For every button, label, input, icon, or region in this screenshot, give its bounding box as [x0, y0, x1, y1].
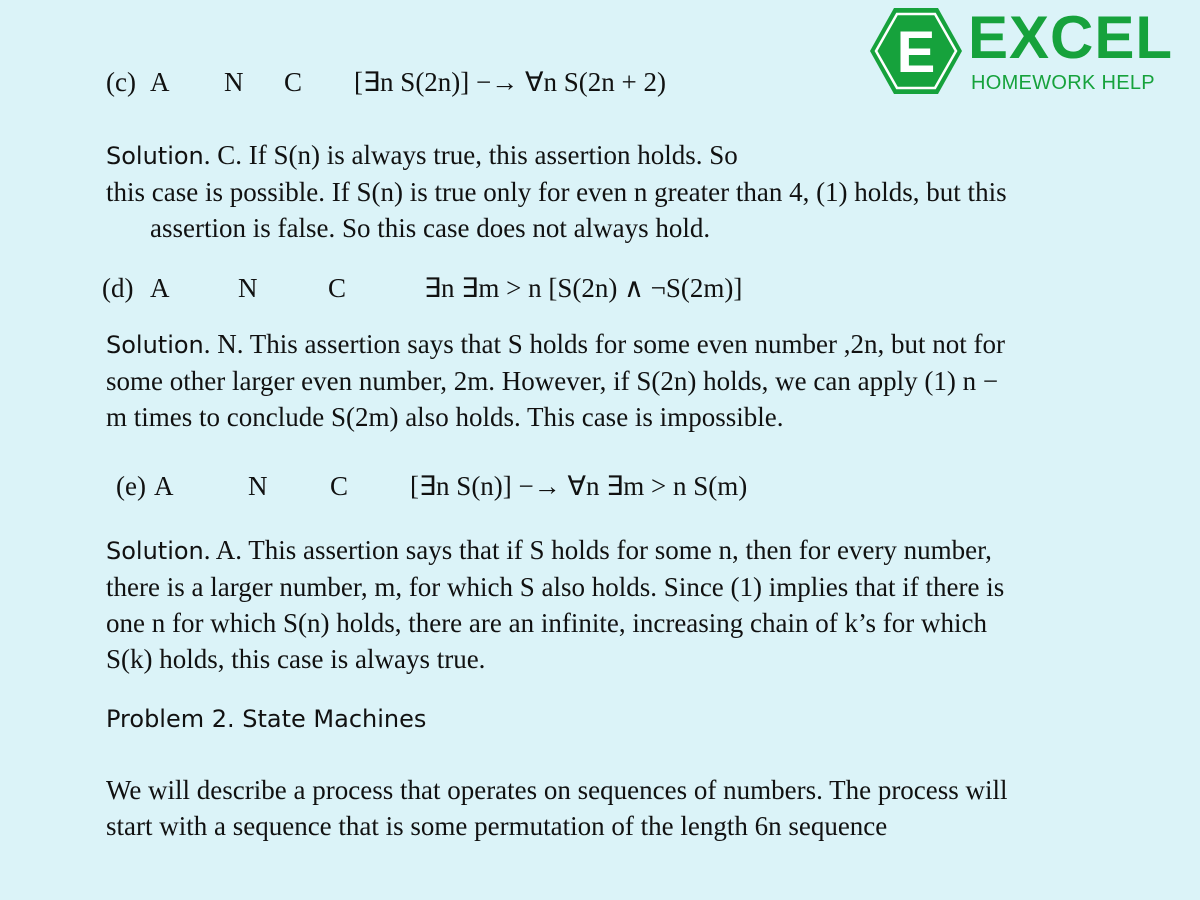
solution-e [106, 532, 1136, 677]
problem-paragraph [106, 772, 1136, 844]
formula: ∃n ∃m > n [S(2n) ∧ ¬S(2m)] [424, 273, 743, 303]
logo-letter: E [896, 20, 936, 85]
solution-line: m times to conclude S(2m) also holds. This case is impossible. [106, 402, 784, 432]
solution-line: some other larger even number, 2m. However, if S(2n) holds, we can apply (1) n − [106, 366, 999, 396]
question-label: (d) [102, 273, 134, 303]
solution-line: Solution. N. This assertion says that S holds for some even number ,2n, but not for [106, 329, 1005, 359]
solution-line: this case is possible. If S(n) is true only for even n greater than 4, (1) holds, but this [106, 177, 1007, 207]
solution-line: S(k) holds, this case is always true. [106, 644, 486, 674]
solution-line: assertion is false. So this case does not always hold. [150, 213, 711, 243]
solution-line: one n for which S(n) holds, there are an infinite, increasing chain of k’s for which [106, 608, 987, 638]
formula: [∃n S(n)] −→ ∀n ∃m > n S(m) [410, 471, 748, 501]
excel-homework-help-logo [868, 6, 1178, 96]
solution-line: there is a larger number, m, for which S also holds. Since (1) implies that if there is [106, 572, 1005, 602]
logo-wordmark: EXCEL [968, 4, 1174, 71]
formula: [∃n S(2n)] −→ ∀n S(2n + 2) [354, 67, 666, 97]
problem-heading: Problem 2. State Machines [106, 705, 427, 733]
option-a: A [150, 67, 170, 97]
option-c: C [330, 471, 349, 501]
option-n: N [238, 273, 258, 303]
paragraph-line: start with a sequence that is some permutation of the length 6n sequence [106, 811, 888, 841]
solution-c [106, 137, 1136, 246]
solution-label: Solution [106, 331, 204, 359]
option-c: C [284, 67, 303, 97]
question-label: (c) [106, 67, 136, 97]
option-a: A [150, 273, 170, 303]
solution-line: Solution. C. If S(n) is always true, this assertion holds. So [106, 140, 738, 170]
paragraph-line: We will describe a process that operates on sequences of numbers. The process will [106, 775, 1008, 805]
option-a: A [154, 471, 174, 501]
option-n: N [224, 67, 244, 97]
option-n: N [248, 471, 268, 501]
solution-label: Solution [106, 537, 204, 565]
option-c: C [328, 273, 347, 303]
question-label: (e) [116, 471, 146, 501]
solution-d [106, 326, 1136, 435]
solution-label: Solution [106, 142, 204, 170]
logo-subtitle: HOMEWORK HELP [971, 72, 1155, 94]
hexagon-logo-icon [868, 6, 964, 96]
solution-line: Solution. A. This assertion says that if S holds for some n, then for every number, [106, 535, 992, 565]
